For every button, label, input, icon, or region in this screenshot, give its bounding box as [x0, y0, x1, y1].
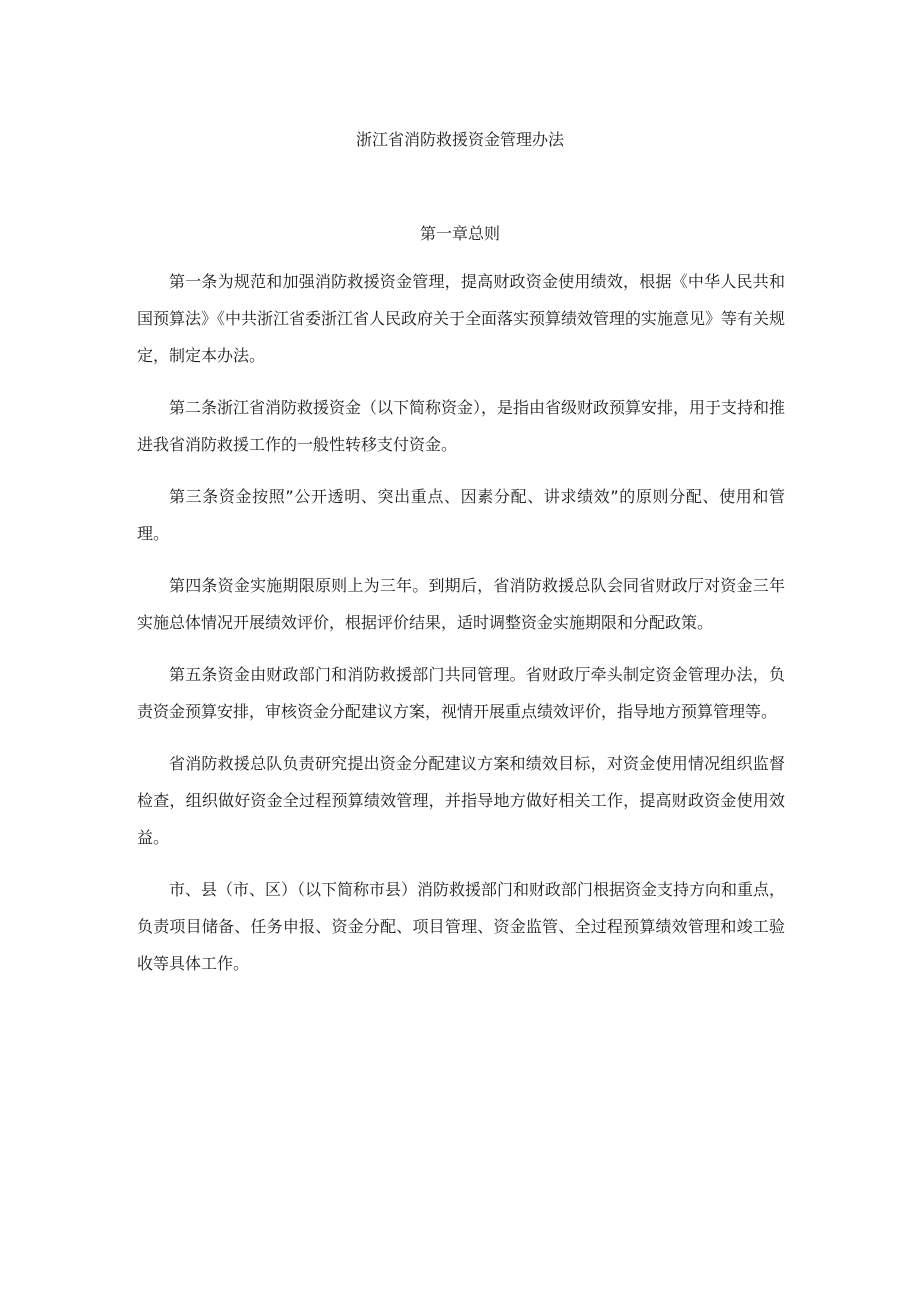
- article-2-paragraph: 第二条浙江省消防救援资金（以下简称资金），是指由省级财政预算安排，用于支持和推进我省消防救援工作的一般性转移支付资金。: [137, 398, 786, 454]
- article-4-paragraph: 第四条资金实施期限原则上为三年。到期后，省消防救援总队会同省财政厅对资金三年实施总体情况开展绩效评价，根据评价结果，适时调整资金实施期限和分配政策。: [137, 576, 785, 632]
- chapter-heading: 第一章总则: [419, 224, 500, 243]
- provincial-corps-paragraph: 省消防救援总队负责研究提出资金分配建议方案和绩效目标，对资金使用情况组织监督检查，组织做好资金全过程预算绩效管理，并指导地方做好相关工作，提高财政资金使用效益。: [137, 754, 785, 847]
- city-county-paragraph: 市、县（市、区）（以下简称市县）消防救援部门和财政部门根据资金支持方向和重点，负责项目储备、任务申报、资金分配、项目管理、资金监管、全过程预算绩效管理和竣工验收等具体工作。: [137, 880, 786, 973]
- document-body: [137, 263, 785, 997]
- article-5-paragraph: 第五条资金由财政部门和消防救援部门共同管理。省财政厅牵头制定资金管理办法，负责资金预算安排，审核资金分配建议方案，视情开展重点绩效评价，指导地方预算管理等。: [137, 665, 785, 721]
- document-title: 浙江省消防救援资金管理办法: [355, 130, 564, 149]
- article-3-paragraph: 第三条资金按照”公开透明、突出重点、因素分配、讲求绩效”的原则分配、使用和管理。: [137, 487, 785, 543]
- article-1-paragraph: 第一条为规范和加强消防救援资金管理，提高财政资金使用绩效，根据《中华人民共和国预算法》《中共浙江省委浙江省人民政府关于全面落实预算绩效管理的实施意见》等有关规定，制定本办法。: [137, 272, 786, 365]
